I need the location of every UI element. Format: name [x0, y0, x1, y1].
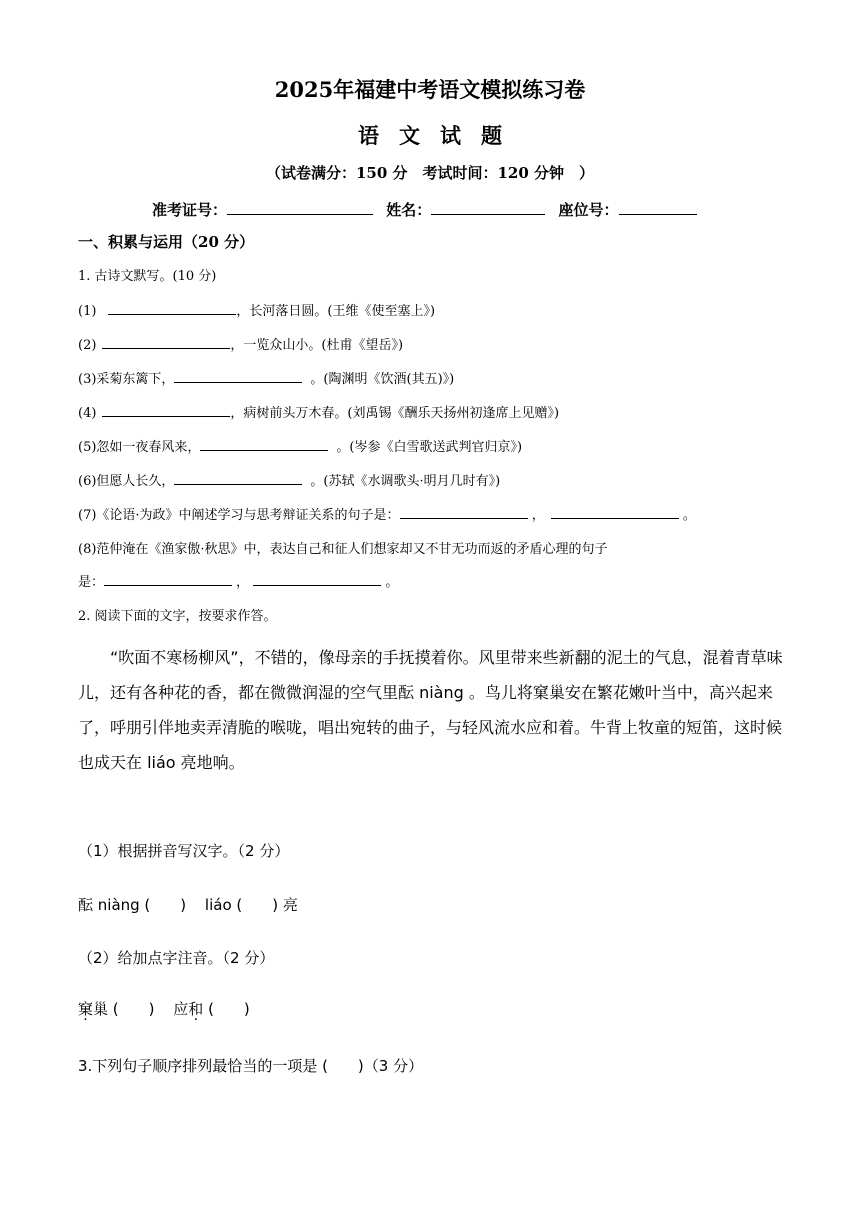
paper-title: 2025年福建中考语文模拟练习卷: [274, 77, 586, 102]
answer-blank: [174, 368, 302, 383]
name-label: 姓名：: [386, 201, 432, 219]
reading-passage: “吹面不寒杨柳风”，不错的，像母亲的手抚摸着你。风里带来些新翻的泥土的气息，混着青草味儿，还有各种花的香，都在微微润湿的空气里酝 niàng 。鸟儿将窠巢安在繁花嫩叶当中，高兴起来了，呼朋引伴地卖弄清脆的喉咙，唱出宛转的曲子，与轻风流水应和着。牛背上牧童的短笛，这时候也成天在 liáo 亮地响。: [78, 648, 783, 772]
q2-sub1-answers: 酝 niàng ( ) liáo ( ) 亮: [78, 896, 298, 914]
seat-label: 座位号：: [558, 201, 619, 219]
q1-item-4: (4) ，病树前头万木春。(刘禹锡《酬乐天扬州初逢席上见赠》): [78, 402, 559, 421]
q1-item-8-line1: (8)范仲淹在《渔家傲·秋思》中，表达自己和征人们想家却又不甘无功而返的矛盾心理的句子: [78, 542, 608, 557]
dotted-character: 和: [188, 1000, 204, 1018]
q2-sub1: （1）根据拼音写汉字。（2 分）: [78, 842, 290, 860]
answer-blank: [551, 504, 679, 519]
answer-blank: [102, 402, 230, 417]
q1-item-7: (7)《论语·为政》中阐述学习与思考辩证关系的句子是： ， 。: [78, 504, 696, 523]
q2-sub2-answers: 窠巢 ( ) 应和 ( ): [78, 1000, 250, 1018]
exam-id-label: 准考证号：: [152, 201, 228, 219]
candidate-info-line: [152, 199, 697, 220]
q1-item-6: (6)但愿人长久， 。(苏轼《水调歌头·明月几时有》): [78, 470, 500, 489]
answer-blank: [108, 300, 236, 315]
q1-item-3: (3)采菊东篱下， 。(陶渊明《饮酒(其五)》): [78, 368, 454, 387]
seat-blank: [619, 200, 697, 215]
q1-item-5: (5)忽如一夜春风来， 。(岑参《白雪歌送武判官归京》): [78, 436, 522, 455]
answer-blank: [200, 436, 328, 451]
q1-item-8-line2: 是： ， 。: [78, 571, 398, 590]
answer-blank: [400, 504, 528, 519]
name-blank: [431, 200, 545, 215]
answer-blank: [174, 470, 302, 485]
question-2-stem: 2. 阅读下面的文字，按要求作答。: [78, 609, 277, 624]
exam-id-blank: [227, 200, 373, 215]
answer-blank: [253, 571, 381, 586]
question-3-stem: 3.下列句子顺序排列最恰当的一项是 ( )（3 分）: [78, 1057, 424, 1075]
dotted-character: 窠: [78, 1000, 94, 1018]
q2-sub2: （2）给加点字注音。（2 分）: [78, 949, 275, 967]
q1-item-2: (2) ，一览众山小。(杜甫《望岳》): [78, 334, 403, 353]
section-heading: 一、积累与运用（20 分）: [78, 233, 255, 251]
answer-blank: [102, 334, 230, 349]
paper-subtitle: 语文试题: [358, 123, 522, 148]
exam-info: （试卷满分：150 分 考试时间：120 分钟 ）: [265, 164, 595, 182]
q1-item-1: (1) ，长河落日圆。(王维《使至塞上》): [78, 300, 435, 319]
answer-blank: [104, 571, 232, 586]
question-1-stem: 1. 古诗文默写。(10 分): [78, 269, 217, 284]
